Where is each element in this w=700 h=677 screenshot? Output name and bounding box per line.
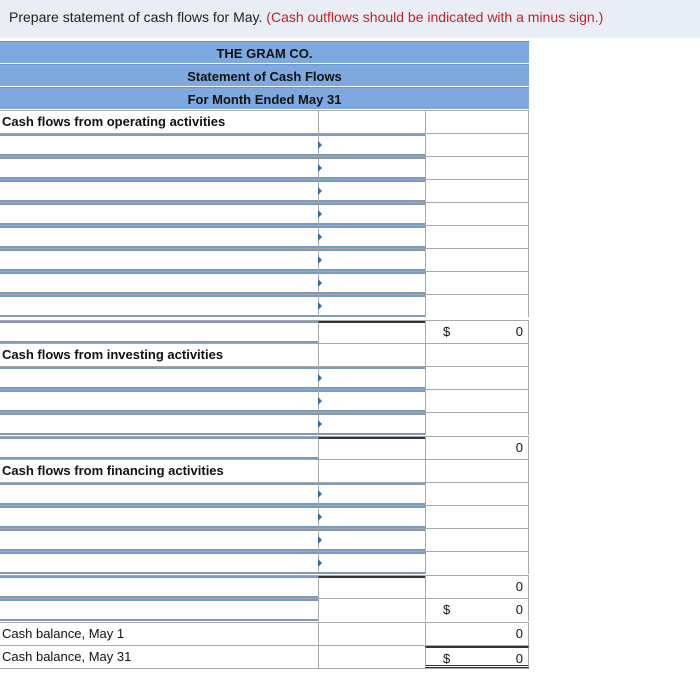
- net-change-label-input[interactable]: [0, 599, 318, 621]
- period-header: For Month Ended May 31: [0, 87, 529, 109]
- operating-amount-input[interactable]: [318, 203, 425, 225]
- financing-description-input[interactable]: [0, 529, 318, 551]
- operating-entry-row: [0, 294, 529, 317]
- operating-total-currency: $: [443, 324, 451, 339]
- financing-description-input[interactable]: [0, 552, 318, 574]
- end-balance-label: Cash balance, May 31: [2, 649, 132, 664]
- operating-description-input[interactable]: [0, 180, 318, 202]
- financing-entry-row: [0, 551, 529, 574]
- net-change-row: [0, 598, 529, 621]
- operating-total-label-input[interactable]: [0, 321, 318, 343]
- financing-amount-input[interactable]: [318, 483, 425, 505]
- financing-amount-input[interactable]: [318, 552, 425, 574]
- operating-description-input[interactable]: [0, 134, 318, 156]
- financing-description-input[interactable]: [0, 506, 318, 528]
- end-balance-currency: $: [443, 651, 451, 666]
- operating-description-input[interactable]: [0, 203, 318, 225]
- investing-total-row: [0, 436, 529, 459]
- operating-amount-input[interactable]: [318, 226, 425, 248]
- investing-entry-row: [0, 389, 529, 412]
- investing-description-input[interactable]: [0, 390, 318, 412]
- financing-section-label: Cash flows from financing activities: [2, 463, 224, 478]
- end-balance-row: [0, 645, 529, 668]
- investing-total-label-input[interactable]: [0, 437, 318, 459]
- investing-description-input[interactable]: [0, 413, 318, 435]
- end-balance-value: 0: [515, 651, 523, 666]
- operating-description-input[interactable]: [0, 249, 318, 271]
- net-change-value: 0: [515, 602, 523, 617]
- financing-total-value: 0: [515, 579, 523, 594]
- investing-amount-input[interactable]: [318, 413, 425, 435]
- begin-balance-row: [0, 622, 529, 645]
- operating-amount-input[interactable]: [318, 272, 425, 294]
- operating-entry-row: [0, 271, 529, 294]
- operating-description-input[interactable]: [0, 157, 318, 179]
- financing-entry-row: [0, 528, 529, 551]
- investing-section-row: [0, 343, 529, 366]
- financing-description-input[interactable]: [0, 483, 318, 505]
- investing-total-value: 0: [515, 440, 523, 455]
- financing-amount-input[interactable]: [318, 529, 425, 551]
- operating-amount-input[interactable]: [318, 134, 425, 156]
- operating-entry-row: [0, 248, 529, 271]
- company-name-header: THE GRAM CO.: [0, 41, 529, 63]
- operating-entry-row: [0, 202, 529, 225]
- operating-description-input[interactable]: [0, 295, 318, 317]
- statement-title-header: Statement of Cash Flows: [0, 64, 529, 86]
- table-bottom-border: [0, 668, 529, 669]
- net-change-currency: $: [443, 602, 451, 617]
- operating-amount-input[interactable]: [318, 295, 425, 317]
- operating-entry-row: [0, 156, 529, 179]
- instruction-bar: [0, 0, 700, 38]
- instruction-note: (Cash outflows should be indicated with a minus sign.): [266, 9, 604, 25]
- operating-total-value: 0: [515, 324, 523, 339]
- operating-total-row: [0, 320, 529, 343]
- financing-amount-input[interactable]: [318, 506, 425, 528]
- begin-balance-label: Cash balance, May 1: [2, 626, 125, 641]
- investing-amount-input[interactable]: [318, 367, 425, 389]
- operating-description-input[interactable]: [0, 226, 318, 248]
- financing-entry-row: [0, 505, 529, 528]
- investing-section-label: Cash flows from investing activities: [2, 347, 224, 362]
- begin-balance-value: 0: [515, 626, 523, 641]
- operating-section-row: [0, 110, 529, 133]
- operating-amount-input[interactable]: [318, 157, 425, 179]
- investing-entry-row: [0, 366, 529, 389]
- operating-entry-row: [0, 225, 529, 248]
- financing-total-row: [0, 575, 529, 598]
- financing-entry-row: [0, 482, 529, 505]
- investing-amount-input[interactable]: [318, 390, 425, 412]
- operating-entry-row: [0, 179, 529, 202]
- operating-entry-row: [0, 133, 529, 156]
- instruction-text: Prepare statement of cash flows for May.: [9, 9, 263, 25]
- operating-amount-input[interactable]: [318, 249, 425, 271]
- financing-section-row: [0, 459, 529, 482]
- investing-entry-row: [0, 412, 529, 435]
- operating-section-label: Cash flows from operating activities: [2, 114, 226, 129]
- financing-total-label-input[interactable]: [0, 576, 318, 598]
- operating-description-input[interactable]: [0, 272, 318, 294]
- operating-amount-input[interactable]: [318, 180, 425, 202]
- investing-description-input[interactable]: [0, 367, 318, 389]
